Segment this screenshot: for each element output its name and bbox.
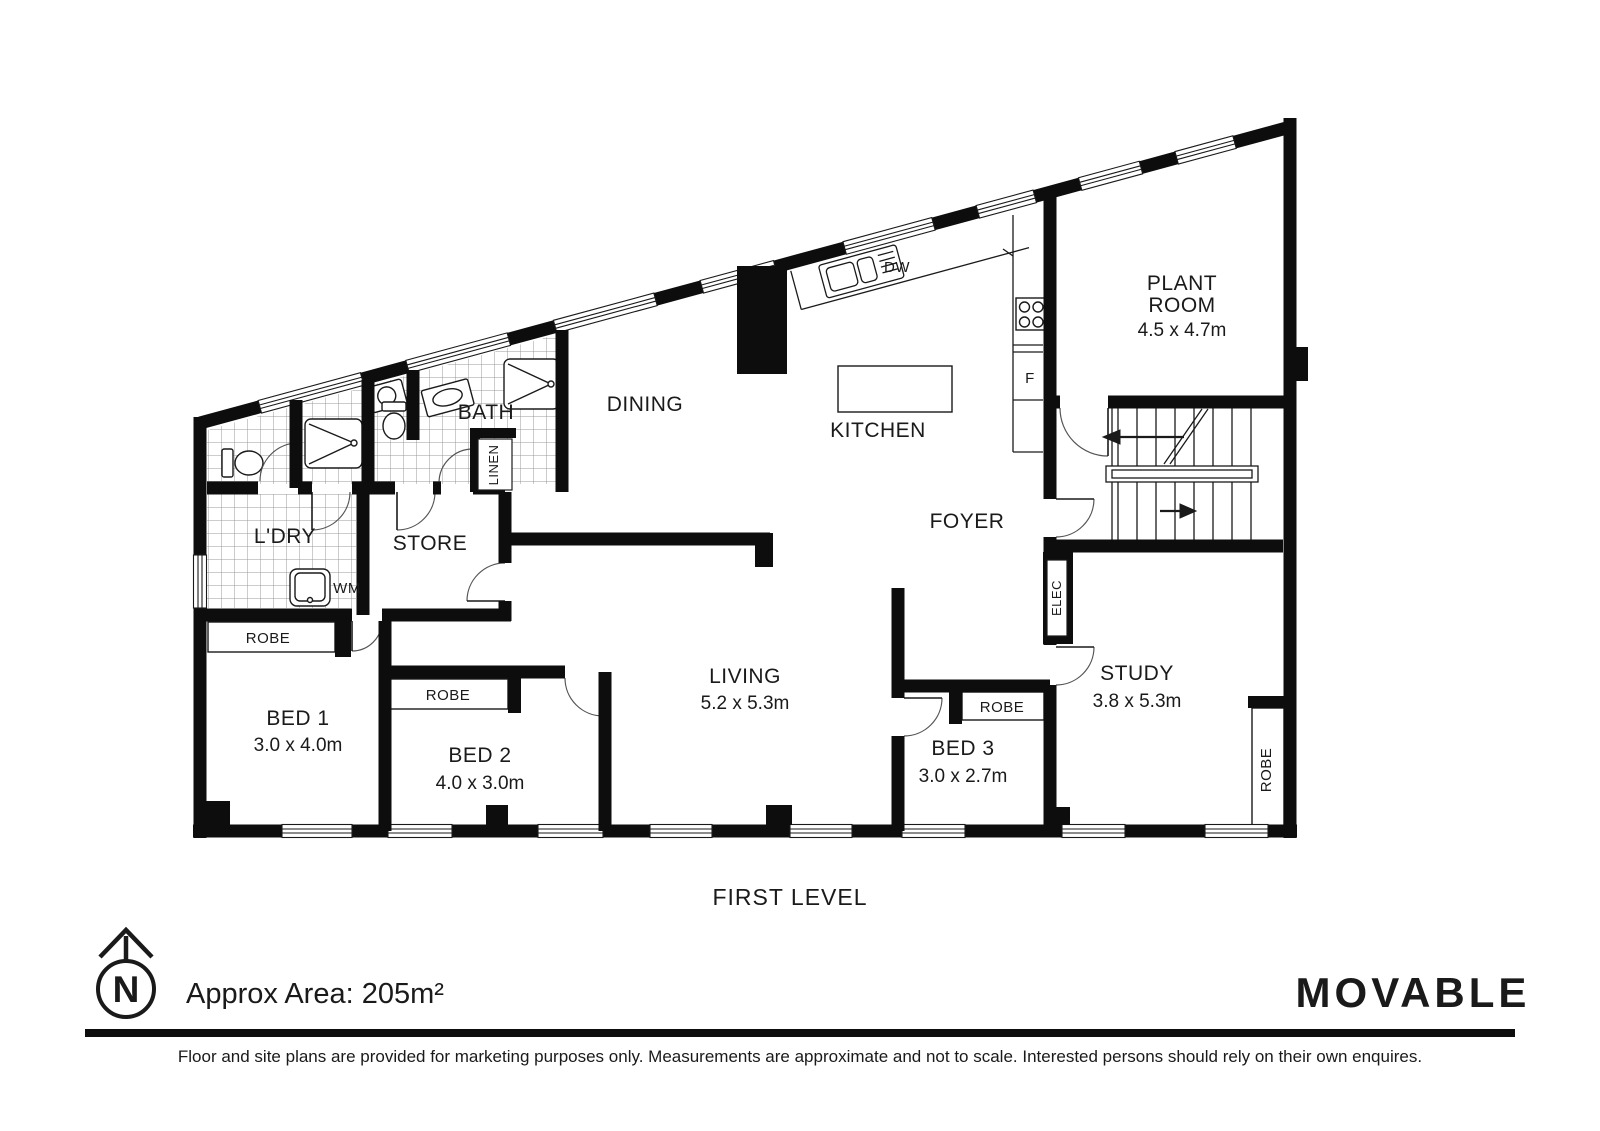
level-title: FIRST LEVEL — [712, 884, 868, 910]
label-bed2: BED 2 — [448, 744, 512, 767]
label-dw: DW — [884, 259, 910, 276]
cooktop-icon — [1016, 298, 1046, 330]
label-living-dims: 5.2 x 5.3m — [700, 693, 790, 714]
label-dining: DINING — [606, 393, 684, 416]
column — [737, 266, 787, 374]
label-robe-bed2: ROBE — [425, 687, 471, 704]
footer — [85, 930, 1530, 1066]
label-plant-room-dims: 4.5 x 4.7m — [1137, 320, 1227, 341]
label-fridge: F — [1025, 370, 1035, 387]
label-foyer: FOYER — [929, 510, 1005, 533]
label-elec: ELEC — [1049, 580, 1064, 616]
window-icon — [194, 555, 207, 608]
shower-icon — [305, 419, 362, 468]
label-robe-bed1: ROBE — [245, 630, 291, 647]
label-robe-bed3: ROBE — [979, 699, 1025, 716]
label-robe-study: ROBE — [1258, 747, 1275, 793]
staircase — [1106, 408, 1258, 540]
disclaimer-text: Floor and site plans are provided for marketing purposes only. Measurements are approximate and not to scale. Interested persons should rely on their own enquires. — [177, 1047, 1423, 1066]
label-study-dims: 3.8 x 5.3m — [1092, 691, 1182, 712]
label-bed3-dims: 3.0 x 2.7m — [918, 766, 1008, 787]
kitchen-island — [838, 366, 952, 412]
label-kitchen: KITCHEN — [830, 419, 926, 442]
label-bed2-dims: 4.0 x 3.0m — [435, 773, 525, 794]
label-laundry: L'DRY — [253, 525, 317, 548]
label-plant-room: ROOM — [1148, 294, 1216, 317]
toilet-icon — [222, 449, 263, 477]
kitchen-counter — [1003, 215, 1043, 452]
label-plant-room: PLANT — [1146, 272, 1218, 295]
approx-area-label: Approx Area: 205m² — [186, 978, 444, 1010]
footer-divider — [85, 1029, 1515, 1037]
brand-logo: MOVABLE — [1295, 969, 1531, 1016]
compass-n-label: N — [112, 969, 140, 1010]
label-linen: LINEN — [486, 444, 501, 486]
label-wm: WM — [333, 580, 361, 597]
label-bath: BATH — [457, 401, 515, 424]
label-store: STORE — [392, 532, 468, 555]
label-bed1: BED 1 — [266, 707, 330, 730]
label-bed3: BED 3 — [931, 737, 995, 760]
washing-machine-icon — [290, 569, 330, 606]
label-bed1-dims: 3.0 x 4.0m — [253, 735, 343, 756]
label-study: STUDY — [1100, 662, 1174, 685]
toilet-icon — [382, 402, 406, 439]
label-living: LIVING — [709, 665, 781, 688]
